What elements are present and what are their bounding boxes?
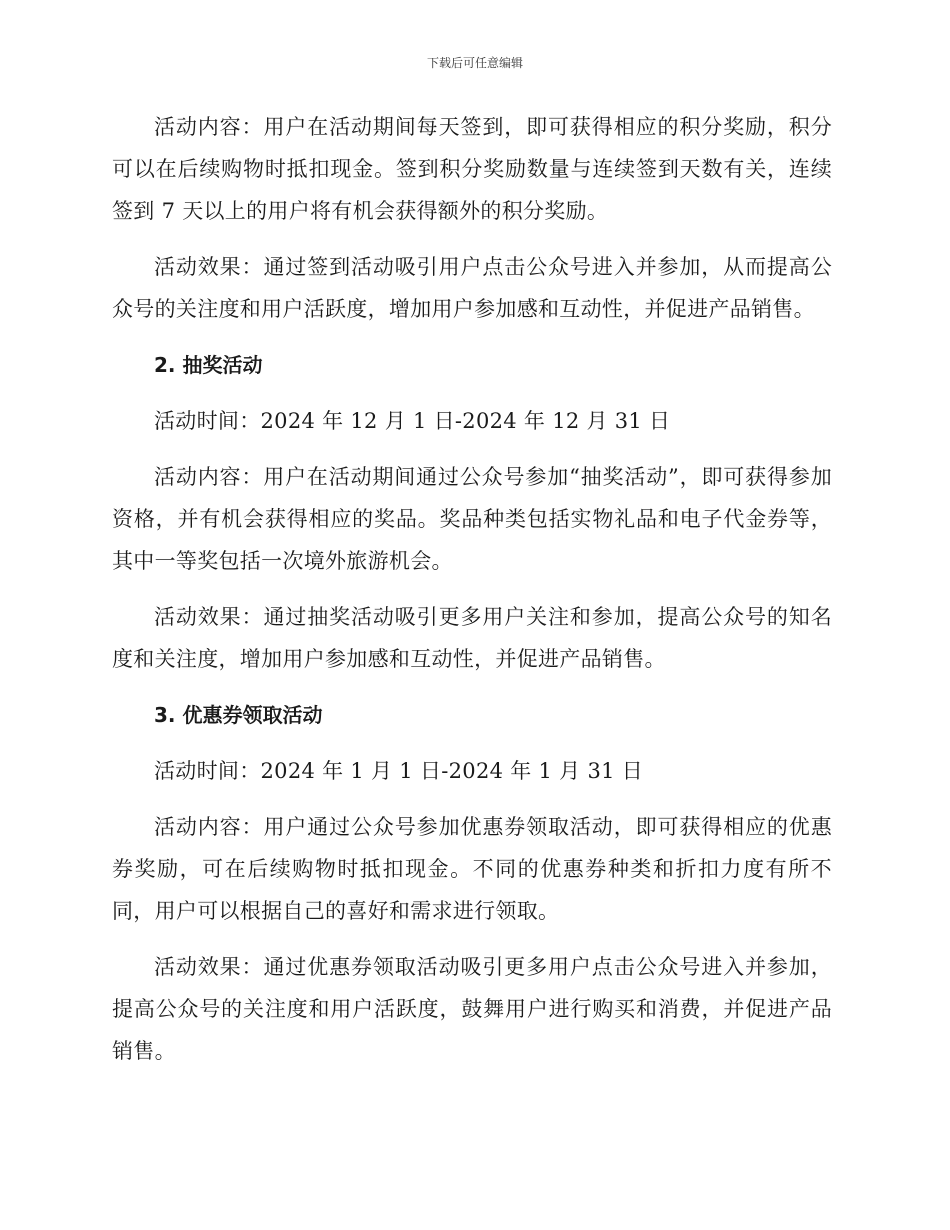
heading-lottery: 2. 抽奖活动 <box>154 353 263 377</box>
paragraph-lottery-effect: 活动效果：通过抽奖活动吸引更多用户关注和参加，提高公众号的知名度和关注度，增加用户参加感和互动性，并促进产品销售。 <box>112 605 832 671</box>
paragraph-coupon-content: 活动内容：用户通过公众号参加优惠券领取活动，即可获得相应的优惠券奖励，可在后续购物时抵扣现金。不同的优惠券种类和折扣力度有所不同，用户可以根据自己的喜好和需求进行领取。 <box>112 815 832 923</box>
paragraph-lottery-content: 活动内容：用户在活动期间通过公众号参加“抽奖活动”，即可获得参加资格，并有机会获得相应的奖品。奖品种类包括实物礼品和电子代金券等，其中一等奖包括一次境外旅游机会。 <box>112 465 832 573</box>
document-body <box>112 106 832 1086</box>
page-header: 下载后可任意编辑 <box>426 56 523 70</box>
paragraph-lottery-time: 活动时间：2024 年 12 月 1 日-2024 年 12 月 31 日 <box>154 409 671 433</box>
paragraph-signin-content: 活动内容：用户在活动期间每天签到，即可获得相应的积分奖励，积分可以在后续购物时抵扣现金。签到积分奖励数量与连续签到天数有关，连续签到 7 天以上的用户将有机会获得额外的积分奖励。 <box>112 115 832 223</box>
paragraph-coupon-effect: 活动效果：通过优惠券领取活动吸引更多用户点击公众号进入并参加，提高公众号的关注度和用户活跃度，鼓舞用户进行购买和消费，并促进产品销售。 <box>112 955 832 1063</box>
paragraph-signin-effect: 活动效果：通过签到活动吸引用户点击公众号进入并参加，从而提高公众号的关注度和用户活跃度，增加用户参加感和互动性，并促进产品销售。 <box>112 255 832 321</box>
heading-coupon: 3. 优惠券领取活动 <box>154 703 323 727</box>
paragraph-coupon-time: 活动时间：2024 年 1 月 1 日-2024 年 1 月 31 日 <box>154 759 644 783</box>
